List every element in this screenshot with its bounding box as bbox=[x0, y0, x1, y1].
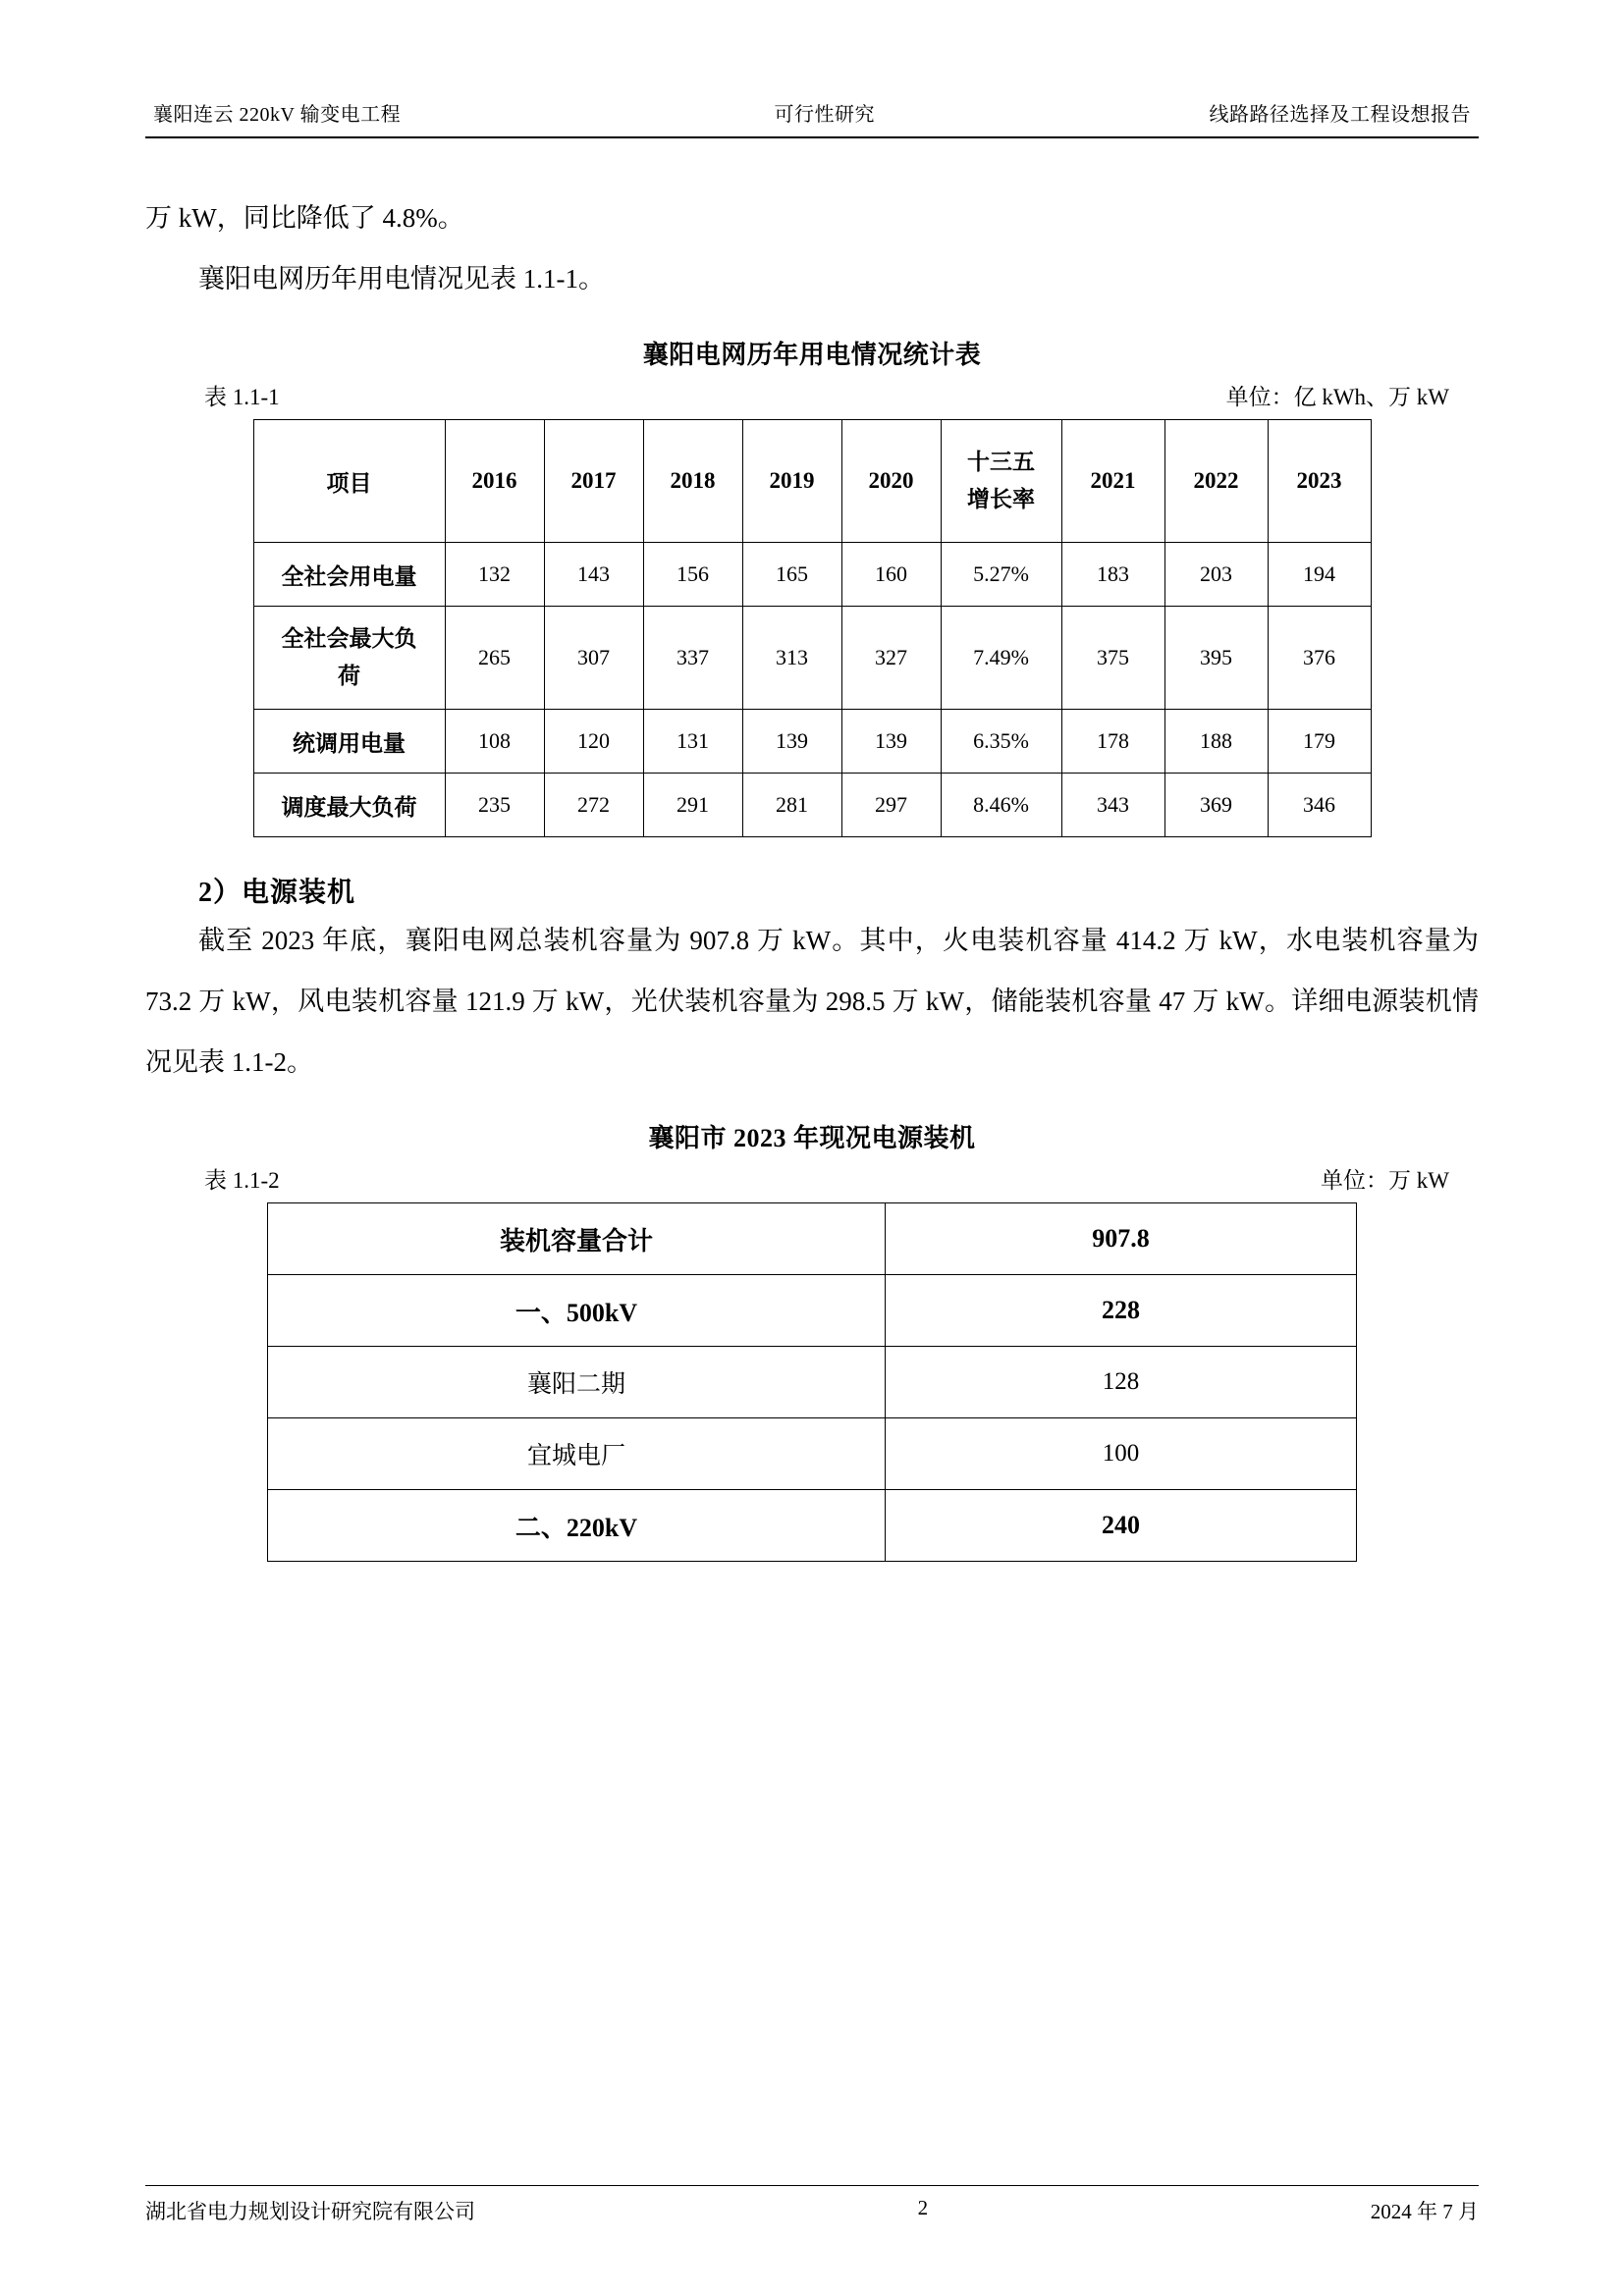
table2-row4-name: 二、220kV bbox=[268, 1490, 886, 1562]
page-footer bbox=[145, 2185, 1479, 2225]
table1-col-2021: 2021 bbox=[1061, 420, 1164, 543]
table1-row0-v5: 5.27% bbox=[941, 543, 1061, 607]
paragraph-2: 襄阳电网历年用电情况见表 1.1-1。 bbox=[198, 264, 605, 294]
table1-row0-v4: 160 bbox=[841, 543, 941, 607]
table2-row2-name: 襄阳二期 bbox=[268, 1347, 886, 1418]
table1-growth-line2: 增长率 bbox=[967, 487, 1035, 511]
table2-row2-value: 128 bbox=[886, 1347, 1357, 1418]
paragraph-3: 截至 2023 年底，襄阳电网总装机容量为 907.8 万 kW。其中，火电装机容量 414.2 万 kW，水电装机容量为 73.2 万 kW，风电装机容量 121.9 万 kW，光伏装机容量为 298.5 万 kW，储能装机容量 47 万 kW。详细电源装机情况见表 1.1-2。 bbox=[145, 926, 1479, 1077]
table1-col-item: 项目 bbox=[253, 420, 445, 543]
table1-col-2016: 2016 bbox=[445, 420, 544, 543]
header-document-type: 可行性研究 bbox=[774, 104, 876, 126]
footer-page-number: 2 bbox=[917, 2196, 929, 2219]
table1-row2-v7: 188 bbox=[1164, 710, 1268, 774]
table1-row2-v3: 139 bbox=[742, 710, 841, 774]
table1-row1-v8: 376 bbox=[1268, 607, 1371, 710]
table1-row1-label bbox=[253, 607, 445, 710]
table2-row1-name: 一、500kV bbox=[268, 1275, 886, 1347]
table1-col-2020: 2020 bbox=[841, 420, 941, 543]
table2-number: 表 1.1-2 bbox=[204, 1168, 280, 1193]
table1-row0-v2: 156 bbox=[643, 543, 742, 607]
table1-row1-v5: 7.49% bbox=[941, 607, 1061, 710]
table1-row1-v7: 395 bbox=[1164, 607, 1268, 710]
table-row bbox=[253, 543, 1371, 607]
table1-row2-v2: 131 bbox=[643, 710, 742, 774]
table-row bbox=[268, 1275, 1357, 1347]
table1-col-growth bbox=[941, 420, 1061, 543]
table2-unit: 单位：万 kW bbox=[1321, 1168, 1449, 1193]
table1-row0-v6: 183 bbox=[1061, 543, 1164, 607]
table1-row0-v7: 203 bbox=[1164, 543, 1268, 607]
table1-meta bbox=[145, 379, 1479, 411]
table-row bbox=[253, 774, 1371, 837]
table1-col-2017: 2017 bbox=[544, 420, 643, 543]
table2-row1-value: 228 bbox=[886, 1275, 1357, 1347]
section-heading-2: 2）电源装机 bbox=[198, 878, 356, 908]
table-header-row bbox=[253, 420, 1371, 543]
header-report-title: 线路路径选择及工程设想报告 bbox=[1209, 104, 1471, 126]
table1-col-2019: 2019 bbox=[742, 420, 841, 543]
table-row bbox=[253, 607, 1371, 710]
header-project-title: 襄阳连云 220kV 输变电工程 bbox=[153, 104, 402, 126]
table1-col-2018: 2018 bbox=[643, 420, 742, 543]
table1-row0-label: 全社会用电量 bbox=[253, 543, 445, 607]
table1-row3-v3: 281 bbox=[742, 774, 841, 837]
table1-growth-line1: 十三五 bbox=[967, 450, 1035, 474]
table1-row2-v5: 6.35% bbox=[941, 710, 1061, 774]
table1-row3-v2: 291 bbox=[643, 774, 742, 837]
table2-row0-value: 907.8 bbox=[886, 1203, 1357, 1275]
table2-row3-value: 100 bbox=[886, 1418, 1357, 1490]
table1-number: 表 1.1-1 bbox=[204, 385, 280, 409]
table1-row2-v1: 120 bbox=[544, 710, 643, 774]
paragraph-1: 万 kW，同比降低了 4.8%。 bbox=[145, 203, 464, 233]
table-row bbox=[268, 1418, 1357, 1490]
table1-row2-v8: 179 bbox=[1268, 710, 1371, 774]
table1-row2-label: 统调用电量 bbox=[253, 710, 445, 774]
table2-meta bbox=[145, 1162, 1479, 1195]
table1-row1-label-line1: 全社会最大负 bbox=[281, 626, 417, 651]
power-consumption-table bbox=[253, 419, 1372, 837]
table-row bbox=[268, 1490, 1357, 1562]
table2-row0-name: 装机容量合计 bbox=[268, 1203, 886, 1275]
table1-row3-v4: 297 bbox=[841, 774, 941, 837]
table1-col-2022: 2022 bbox=[1164, 420, 1268, 543]
table1-row1-v2: 337 bbox=[643, 607, 742, 710]
page-header bbox=[145, 98, 1479, 138]
table1-row3-v8: 346 bbox=[1268, 774, 1371, 837]
table1-col-2023: 2023 bbox=[1268, 420, 1371, 543]
table1-row1-label-line2: 荷 bbox=[338, 664, 360, 688]
table1-row0-v0: 132 bbox=[445, 543, 544, 607]
table1-row2-v4: 139 bbox=[841, 710, 941, 774]
table1-row2-v0: 108 bbox=[445, 710, 544, 774]
table1-row3-label: 调度最大负荷 bbox=[253, 774, 445, 837]
table-row bbox=[268, 1203, 1357, 1275]
footer-date: 2024 年 7 月 bbox=[1370, 2200, 1479, 2223]
table1-row3-v7: 369 bbox=[1164, 774, 1268, 837]
table1-row3-v5: 8.46% bbox=[941, 774, 1061, 837]
table1-unit: 单位：亿 kWh、万 kW bbox=[1225, 385, 1449, 409]
table2-row3-name: 宜城电厂 bbox=[268, 1418, 886, 1490]
table1-row1-v3: 313 bbox=[742, 607, 841, 710]
table2-caption: 襄阳市 2023 年现况电源装机 bbox=[648, 1124, 976, 1152]
table-row bbox=[253, 710, 1371, 774]
table1-row1-v6: 375 bbox=[1061, 607, 1164, 710]
table1-row1-v4: 327 bbox=[841, 607, 941, 710]
table1-row0-v8: 194 bbox=[1268, 543, 1371, 607]
table1-row1-v0: 265 bbox=[445, 607, 544, 710]
table1-row0-v3: 165 bbox=[742, 543, 841, 607]
table1-row0-v1: 143 bbox=[544, 543, 643, 607]
footer-organization: 湖北省电力规划设计研究院有限公司 bbox=[145, 2200, 475, 2223]
table1-row1-v1: 307 bbox=[544, 607, 643, 710]
table1-caption: 襄阳电网历年用电情况统计表 bbox=[642, 341, 982, 369]
table1-row3-v0: 235 bbox=[445, 774, 544, 837]
table-row bbox=[268, 1347, 1357, 1418]
table1-row3-v1: 272 bbox=[544, 774, 643, 837]
installed-capacity-table bbox=[267, 1202, 1357, 1562]
table1-row3-v6: 343 bbox=[1061, 774, 1164, 837]
table1-row2-v6: 178 bbox=[1061, 710, 1164, 774]
table2-row4-value: 240 bbox=[886, 1490, 1357, 1562]
